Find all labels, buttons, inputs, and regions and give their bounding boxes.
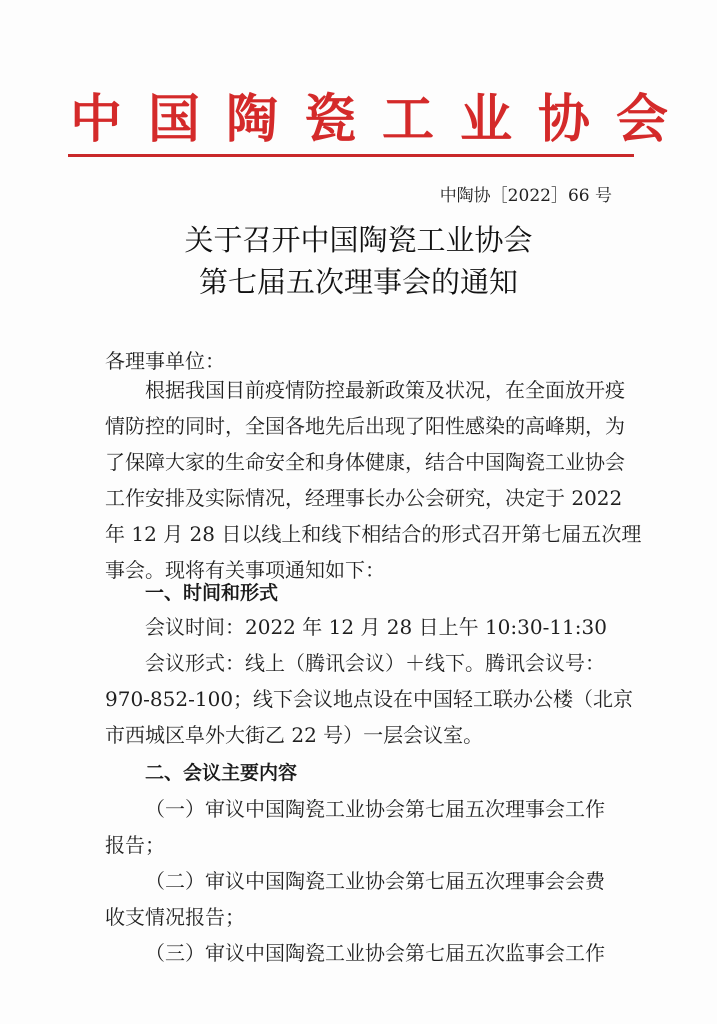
intro-line: 根据我国目前疫情防控最新政策及状况，在全面放开疫 (145, 378, 625, 402)
intro-paragraph (105, 372, 642, 588)
meeting-time: 会议时间：2022 年 12 月 28 日上午 10:30-11:30 (145, 615, 607, 639)
agenda-item-3-line-1: （三）审议中国陶瓷工业协会第七届五次监事会工作 (145, 941, 605, 965)
agenda-item-2-line-1: （二）审议中国陶瓷工业协会第七届五次理事会会费 (145, 869, 605, 893)
section-1-heading: 一、时间和形式 (145, 582, 279, 604)
meeting-form-line-3: 市西城区阜外大街乙 22 号）一层会议室。 (105, 723, 484, 747)
agenda-item-2-line-2: 收支情况报告； (105, 905, 245, 929)
section-2-heading: 二、会议主要内容 (145, 762, 298, 784)
intro-line: 了保障大家的生命安全和身体健康，结合中国陶瓷工业协会 (105, 450, 625, 474)
agenda-item-1-line-1: （一）审议中国陶瓷工业协会第七届五次理事会工作 (145, 797, 605, 821)
intro-line: 情防控的同时，全国各地先后出现了阳性感染的高峰期，为 (105, 414, 625, 438)
document-number: 中陶协［2022］66 号 (439, 186, 612, 206)
salutation: 各理事单位： (105, 349, 225, 373)
letterhead-red-rule (68, 154, 634, 157)
agenda-item-1-line-2: 报告； (105, 833, 165, 857)
meeting-form-line-1: 会议形式：线上（腾讯会议）＋线下。腾讯会议号： (145, 651, 605, 675)
notice-title-line-2: 第七届五次理事会的通知 (198, 265, 518, 299)
organization-letterhead: 中国陶瓷工业协会 (70, 90, 695, 150)
notice-title-line-1: 关于召开中国陶瓷工业协会 (184, 223, 533, 257)
intro-line: 年 12 月 28 日以线上和线下相结合的形式召开第七届五次理 (105, 522, 642, 546)
intro-line: 工作安排及实际情况，经理事长办公会研究，决定于 2022 (105, 486, 623, 510)
meeting-form-line-2: 970-852-100；线下会议地点设在中国轻工联办公楼（北京 (105, 687, 634, 711)
intro-line: 事会。现将有关事项通知如下： (105, 558, 385, 582)
